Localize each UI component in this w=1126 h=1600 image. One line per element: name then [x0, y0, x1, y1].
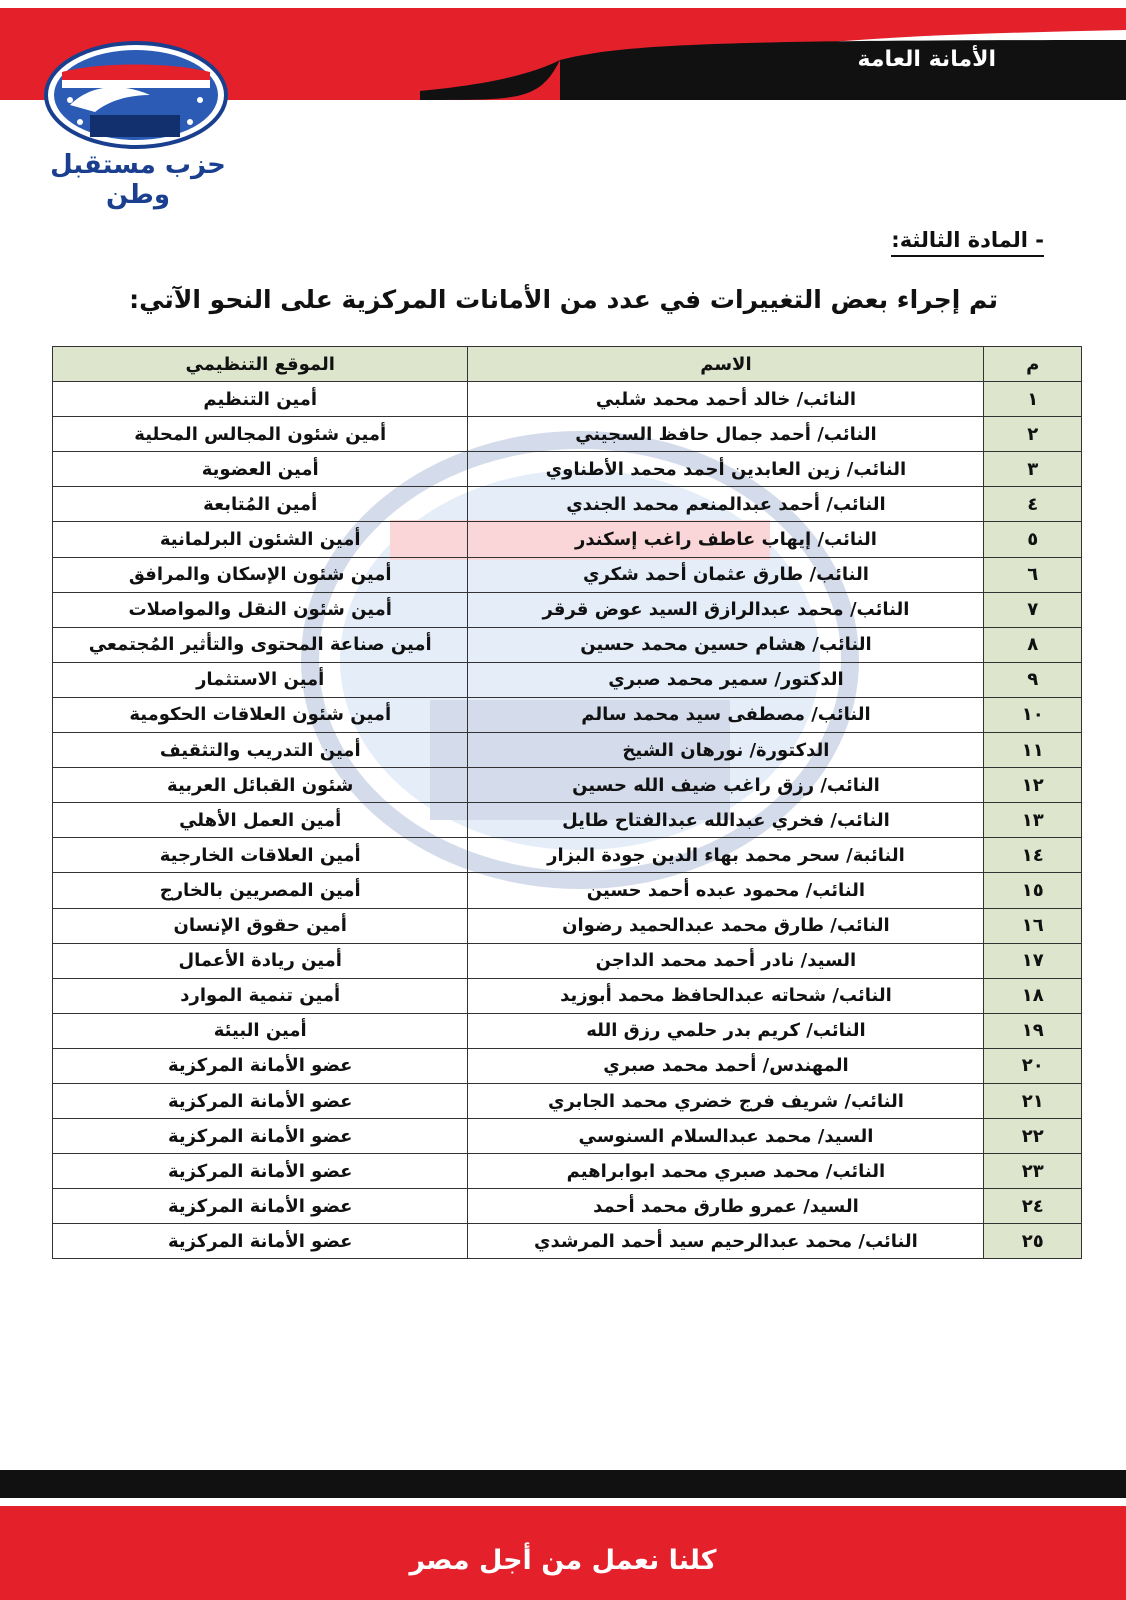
party-logo [46, 43, 226, 147]
cell-num: ١٧ [984, 943, 1082, 978]
cell-num: ٦ [984, 557, 1082, 592]
cell-num: ١٠ [984, 697, 1082, 732]
cell-name: النائب/ إيهاب عاطف راغب إسكندر [468, 522, 984, 557]
table-row [53, 592, 1082, 627]
cell-num: ٥ [984, 522, 1082, 557]
cell-role: عضو الأمانة المركزية [53, 1048, 468, 1083]
cell-role: أمين المُتابعة [53, 487, 468, 522]
cell-role: أمين حقوق الإنسان [53, 908, 468, 943]
table-row [53, 417, 1082, 452]
cell-name: السيد/ محمد عبدالسلام السنوسي [468, 1119, 984, 1154]
cell-name: النائب/ محمود عبده أحمد حسين [468, 873, 984, 908]
cell-role: أمين ريادة الأعمال [53, 943, 468, 978]
cell-num: ٣ [984, 452, 1082, 487]
cell-num: ١ [984, 382, 1082, 417]
cell-name: النائب/ طارق عثمان أحمد شكري [468, 557, 984, 592]
cell-name: النائب/ رزق راغب ضيف الله حسين [468, 768, 984, 803]
table-row [53, 768, 1082, 803]
table-row [53, 1154, 1082, 1189]
cell-name: النائب/ محمد صبري محمد ابوابراهيم [468, 1154, 984, 1189]
table-row [53, 522, 1082, 557]
cell-role: أمين صناعة المحتوى والتأثير المُجتمعي [53, 627, 468, 662]
table-row [53, 873, 1082, 908]
cell-num: ١٦ [984, 908, 1082, 943]
table-row [53, 662, 1082, 697]
table-row [53, 803, 1082, 838]
cell-name: الدكتورة/ نورهان الشيخ [468, 733, 984, 768]
table-header-row [53, 347, 1082, 382]
cell-role: أمين العمل الأهلي [53, 803, 468, 838]
cell-name: النائب/ زين العابدين أحمد محمد الأطناوي [468, 452, 984, 487]
table-row [53, 978, 1082, 1013]
cell-num: ٤ [984, 487, 1082, 522]
table-row [53, 452, 1082, 487]
cell-num: ٢٥ [984, 1224, 1082, 1259]
cell-num: ٢٤ [984, 1189, 1082, 1224]
footer-banner [0, 1470, 1126, 1600]
cell-num: ٩ [984, 662, 1082, 697]
footer-slogan: كلنا نعمل من أجل مصر [409, 1545, 717, 1576]
table-row [53, 697, 1082, 732]
header-name: الاسم [468, 347, 984, 382]
cell-num: ١١ [984, 733, 1082, 768]
cell-name: النائب/ محمد عبدالرحيم سيد أحمد المرشدي [468, 1224, 984, 1259]
cell-role: أمين الاستثمار [53, 662, 468, 697]
cell-name: النائب/ مصطفى سيد محمد سالم [468, 697, 984, 732]
table-row [53, 1083, 1082, 1118]
secretariat-table [52, 346, 1082, 1259]
cell-num: ١٥ [984, 873, 1082, 908]
cell-num: ١٣ [984, 803, 1082, 838]
cell-num: ١٩ [984, 1013, 1082, 1048]
cell-role: عضو الأمانة المركزية [53, 1083, 468, 1118]
cell-num: ٢ [984, 417, 1082, 452]
cell-role: أمين العضوية [53, 452, 468, 487]
cell-name: النائب/ فخري عبدالله عبدالفتاح طايل [468, 803, 984, 838]
cell-name: النائب/ محمد عبدالرازق السيد عوض قرقر [468, 592, 984, 627]
cell-role: أمين الشئون البرلمانية [53, 522, 468, 557]
cell-role: عضو الأمانة المركزية [53, 1154, 468, 1189]
cell-name: النائب/ شحاته عبدالحافظ محمد أبوزيد [468, 978, 984, 1013]
cell-num: ٢٠ [984, 1048, 1082, 1083]
table-row [53, 943, 1082, 978]
header-role: الموقع التنظيمي [53, 347, 468, 382]
cell-role: أمين شئون المجالس المحلية [53, 417, 468, 452]
intro-text: تم إجراء بعض التغييرات في عدد من الأمانات المركزية على النحو الآتي: [129, 285, 998, 314]
department-title: الأمانة العامة [857, 47, 996, 72]
cell-name: الدكتور/ سمير محمد صبري [468, 662, 984, 697]
cell-role: شئون القبائل العربية [53, 768, 468, 803]
footer-stripes [0, 1470, 1126, 1600]
table-row [53, 487, 1082, 522]
cell-num: ١٢ [984, 768, 1082, 803]
cell-name: النائب/ خالد أحمد محمد شلبي [468, 382, 984, 417]
cell-name: النائب/ أحمد عبدالمنعم محمد الجندي [468, 487, 984, 522]
table-row [53, 557, 1082, 592]
table-row [53, 382, 1082, 417]
cell-role: عضو الأمانة المركزية [53, 1189, 468, 1224]
cell-num: ٧ [984, 592, 1082, 627]
cell-num: ١٤ [984, 838, 1082, 873]
table-row [53, 1013, 1082, 1048]
cell-role: أمين التنظيم [53, 382, 468, 417]
cell-role: أمين البيئة [53, 1013, 468, 1048]
cell-name: السيد/ عمرو طارق محمد أحمد [468, 1189, 984, 1224]
cell-role: أمين التدريب والتثقيف [53, 733, 468, 768]
table-row [53, 838, 1082, 873]
cell-role: أمين تنمية الموارد [53, 978, 468, 1013]
cell-role: أمين شئون العلاقات الحكومية [53, 697, 468, 732]
cell-name: النائب/ هشام حسين محمد حسين [468, 627, 984, 662]
section-title: - المادة الثالثة: [891, 228, 1044, 257]
cell-role: أمين شئون النقل والمواصلات [53, 592, 468, 627]
cell-num: ٢٣ [984, 1154, 1082, 1189]
cell-name: النائب/ طارق محمد عبدالحميد رضوان [468, 908, 984, 943]
table-row [53, 908, 1082, 943]
cell-name: النائب/ شريف فرج خضري محمد الجابري [468, 1083, 984, 1118]
letterhead [0, 0, 1126, 215]
cell-name: النائب/ كريم بدر حلمي رزق الله [468, 1013, 984, 1048]
cell-name: المهندس/ أحمد محمد صبري [468, 1048, 984, 1083]
table-row [53, 1119, 1082, 1154]
table-row [53, 627, 1082, 662]
cell-role: أمين العلاقات الخارجية [53, 838, 468, 873]
cell-role: أمين المصريين بالخارج [53, 873, 468, 908]
cell-num: ٢٢ [984, 1119, 1082, 1154]
cell-role: عضو الأمانة المركزية [53, 1119, 468, 1154]
header-num: م [984, 347, 1082, 382]
cell-name: النائب/ أحمد جمال حافظ السجيني [468, 417, 984, 452]
cell-num: ١٨ [984, 978, 1082, 1013]
cell-num: ٢١ [984, 1083, 1082, 1118]
cell-role: أمين شئون الإسكان والمرافق [53, 557, 468, 592]
cell-name: السيد/ نادر أحمد محمد الداجن [468, 943, 984, 978]
cell-num: ٨ [984, 627, 1082, 662]
party-name: حزب مستقبل وطن [50, 150, 226, 210]
table-row [53, 733, 1082, 768]
cell-name: النائبة/ سحر محمد بهاء الدين جودة البزار [468, 838, 984, 873]
table-row [53, 1224, 1082, 1259]
table-row [53, 1048, 1082, 1083]
table-row [53, 1189, 1082, 1224]
cell-role: عضو الأمانة المركزية [53, 1224, 468, 1259]
